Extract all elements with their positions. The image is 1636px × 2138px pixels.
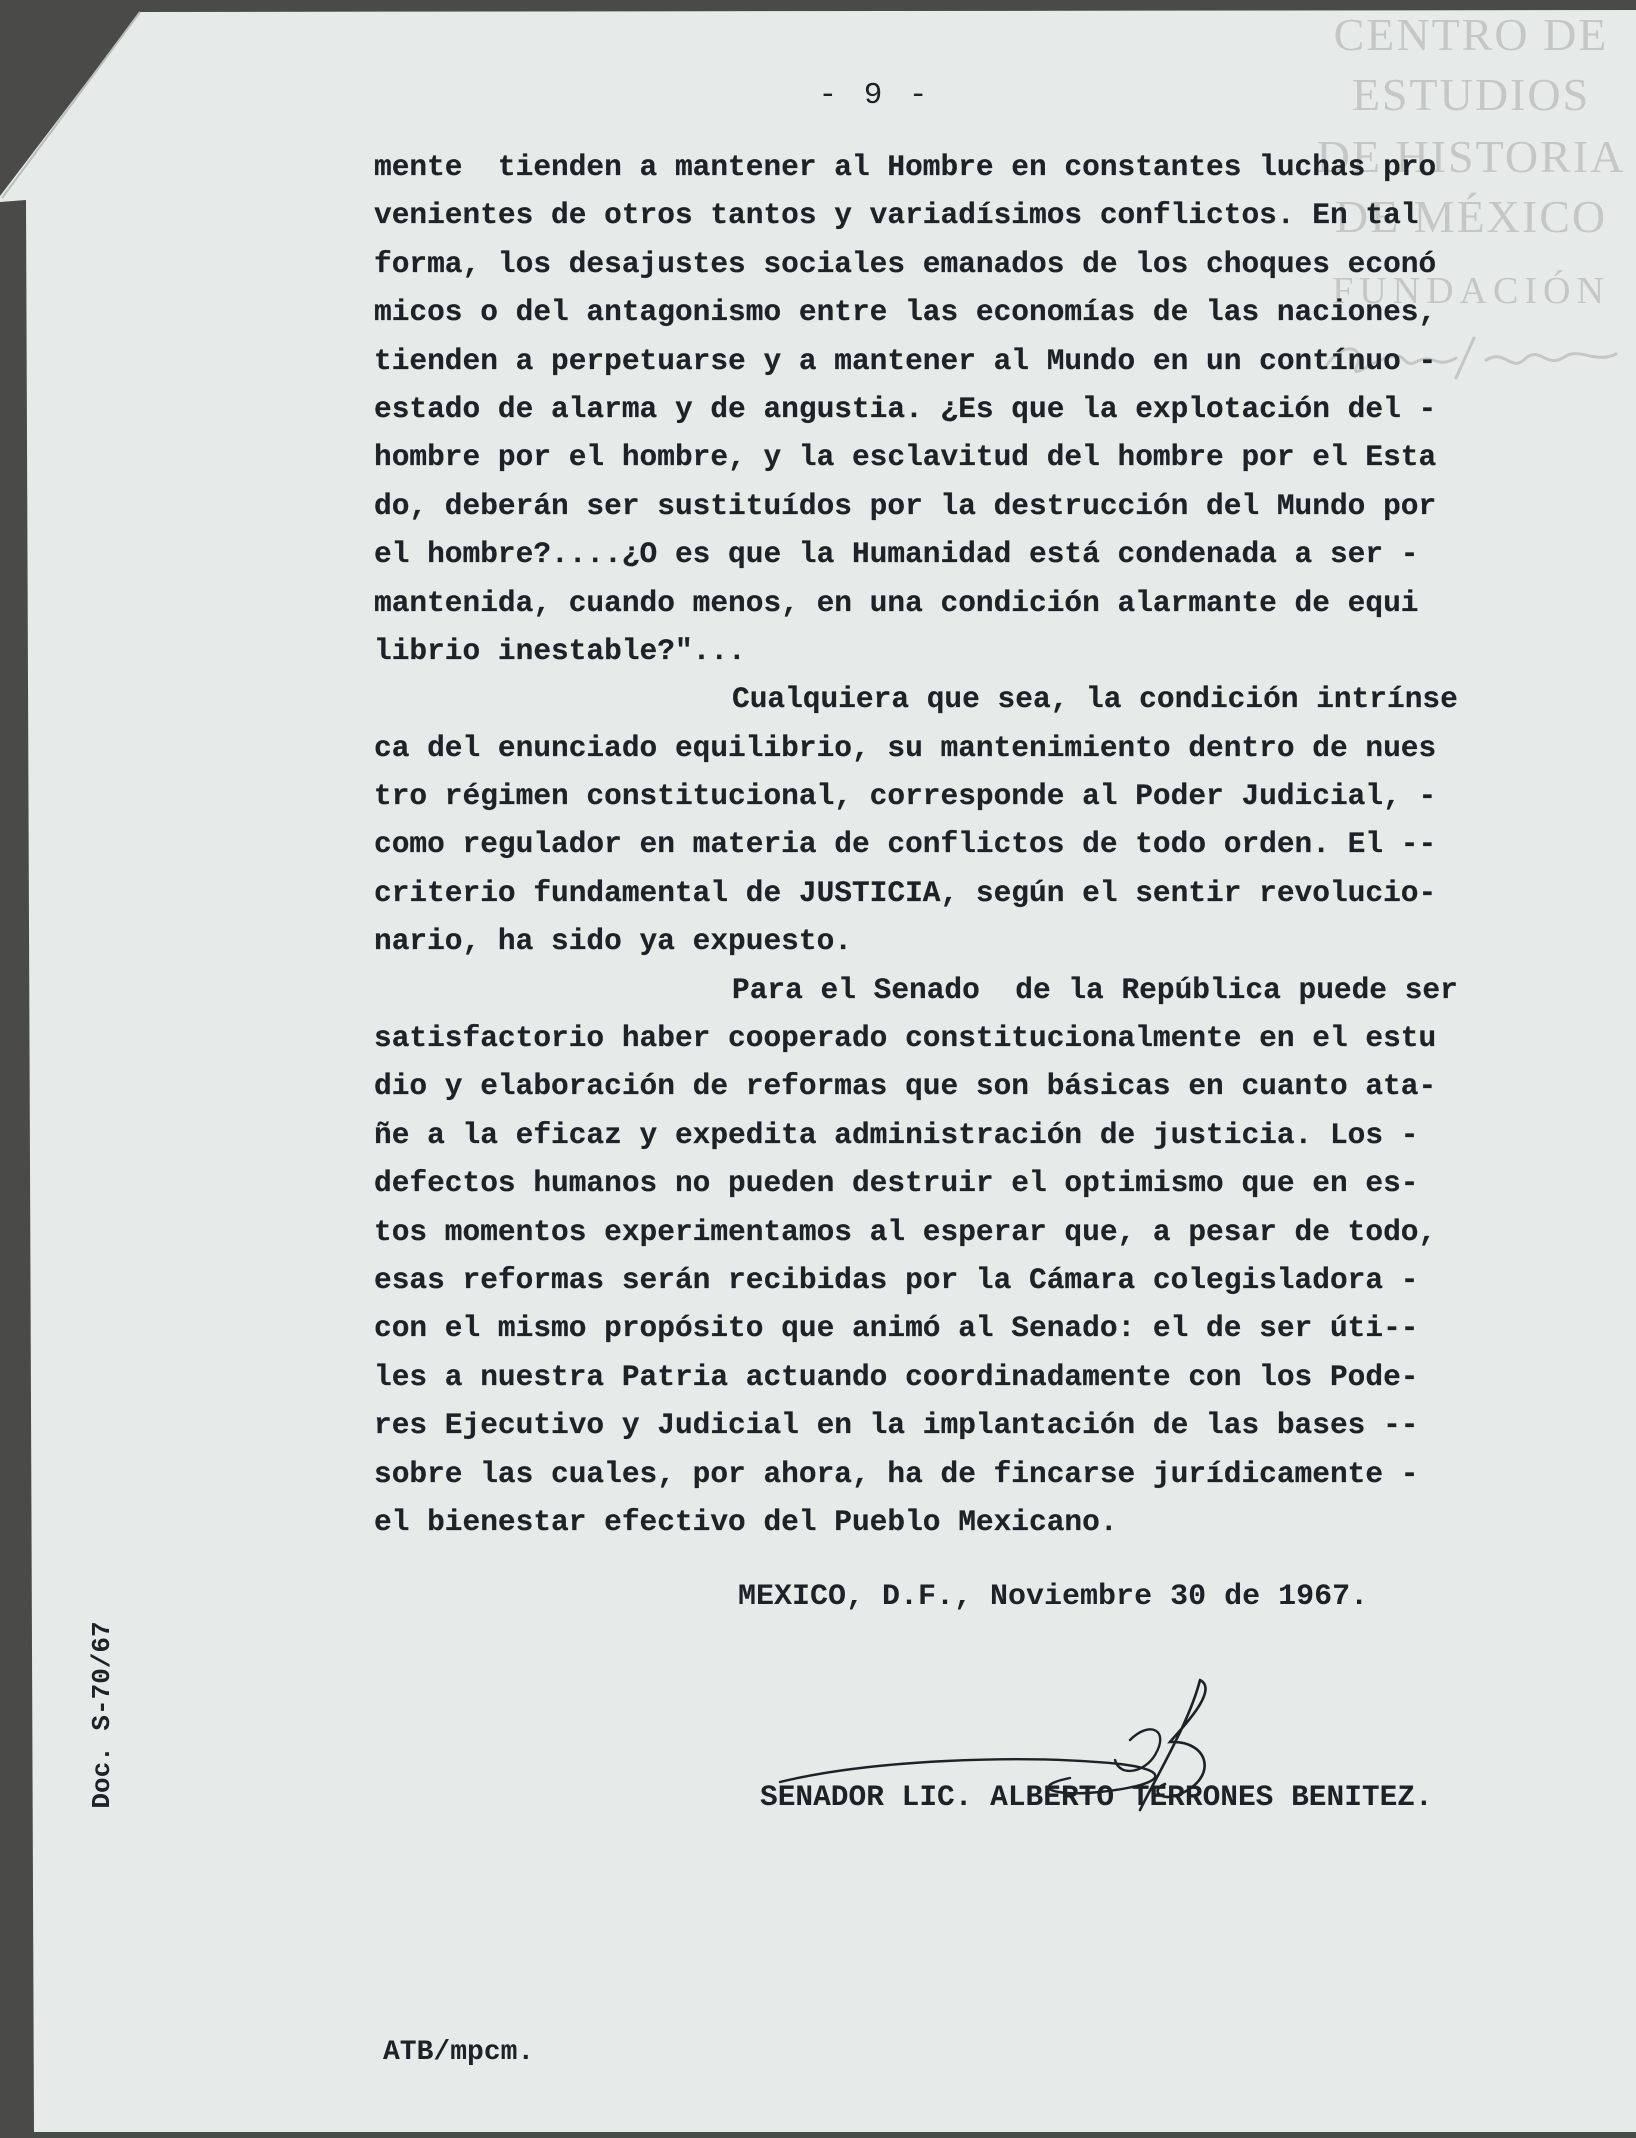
text-line: con el mismo propósito que animó al Senado: el de ser úti-- xyxy=(374,1311,1419,1346)
text-line: venientes de otros tantos y variadísimos conflictos. En tal xyxy=(374,198,1419,233)
text-line: les a nuestra Patria actuando coordinadamente con los Pode- xyxy=(374,1359,1419,1394)
text-line: forma, los desajustes sociales emanados de los choques econó xyxy=(374,246,1437,281)
text-line: tos momentos experimentamos al esperar que, a pesar de todo, xyxy=(374,1214,1437,1249)
text-line: dio y elaboración de reformas que son básicas en cuanto ata- xyxy=(374,1069,1437,1104)
text-line: micos o del antagonismo entre las economías de las naciones, xyxy=(374,295,1437,330)
watermark-line: FUNDACIÓN xyxy=(1332,270,1610,312)
watermark-line: DE HISTORIA xyxy=(1316,131,1626,182)
text-line: como regulador en materia de conflictos de todo orden. El -- xyxy=(374,827,1437,862)
text-line: sobre las cuales, por ahora, ha de fincarse jurídicamente - xyxy=(374,1456,1419,1491)
text-line: ca del enunciado equilibrio, su mantenimiento dentro de nues xyxy=(374,730,1437,765)
paragraph-start-line: Cualquiera que sea, la condición intrínse xyxy=(732,682,1458,717)
text-line: criterio fundamental de JUSTICIA, según el sentir revolucio- xyxy=(374,875,1437,910)
text-line: defectos humanos no pueden destruir el optimismo que en es- xyxy=(374,1166,1419,1201)
document-reference xyxy=(82,1600,122,1840)
text-line: tro régimen constitucional, corresponde al Poder Judicial, - xyxy=(374,779,1437,814)
text-line: hombre por el hombre, y la esclavitud del hombre por el Esta xyxy=(374,440,1437,475)
watermark-line: ESTUDIOS xyxy=(1351,69,1591,120)
text-line: el bienestar efectivo del Pueblo Mexicano. xyxy=(374,1504,1118,1539)
signature-block xyxy=(720,1660,1620,1820)
text-line: el hombre?....¿O es que la Humanidad está condenada a ser - xyxy=(374,537,1419,572)
document-reference-text: Doc. S-70/67 xyxy=(87,1621,117,1809)
text-line: nario, ha sido ya expuesto. xyxy=(374,924,852,959)
typist-initials: ATB/mpcm. xyxy=(383,2037,535,2068)
text-line: esas reformas serán recibidas por la Cámara colegisladora - xyxy=(374,1262,1419,1297)
watermark-line: CENTRO DE xyxy=(1333,9,1609,60)
text-line: estado de alarma y de angustia. ¿Es que la explotación del - xyxy=(374,391,1437,426)
text-line: mente tienden a mantener al Hombre en constantes luchas pro xyxy=(374,150,1437,184)
document-body xyxy=(374,143,1562,1546)
text-line: librio inestable?"... xyxy=(374,633,746,668)
page-number: - 9 - xyxy=(818,78,932,113)
text-line: res Ejecutivo y Judicial en la implantación de las bases -- xyxy=(374,1408,1419,1443)
text-line: satisfactorio haber cooperado constitucionalmente en el estu xyxy=(374,1021,1437,1056)
paragraph-start-line: Para el Senado de la República puede ser xyxy=(732,972,1458,1007)
text-line: tienden a perpetuarse y a mantener al Mundo en un contínuo - xyxy=(374,343,1437,378)
text-line: mantenida, cuando menos, en una condición alarmante de equi xyxy=(374,585,1419,620)
text-line: ñe a la eficaz y expedita administración de justicia. Los - xyxy=(374,1117,1419,1152)
dateline: MEXICO, D.F., Noviembre 30 de 1967. xyxy=(738,1580,1369,1614)
text-line: do, deberán ser sustituídos por la destrucción del Mundo por xyxy=(374,488,1437,523)
watermark-line: DE MÉXICO xyxy=(1334,191,1608,242)
signatory-name: SENADOR LIC. ALBERTO TERRONES BENITEZ. xyxy=(760,1780,1433,1814)
